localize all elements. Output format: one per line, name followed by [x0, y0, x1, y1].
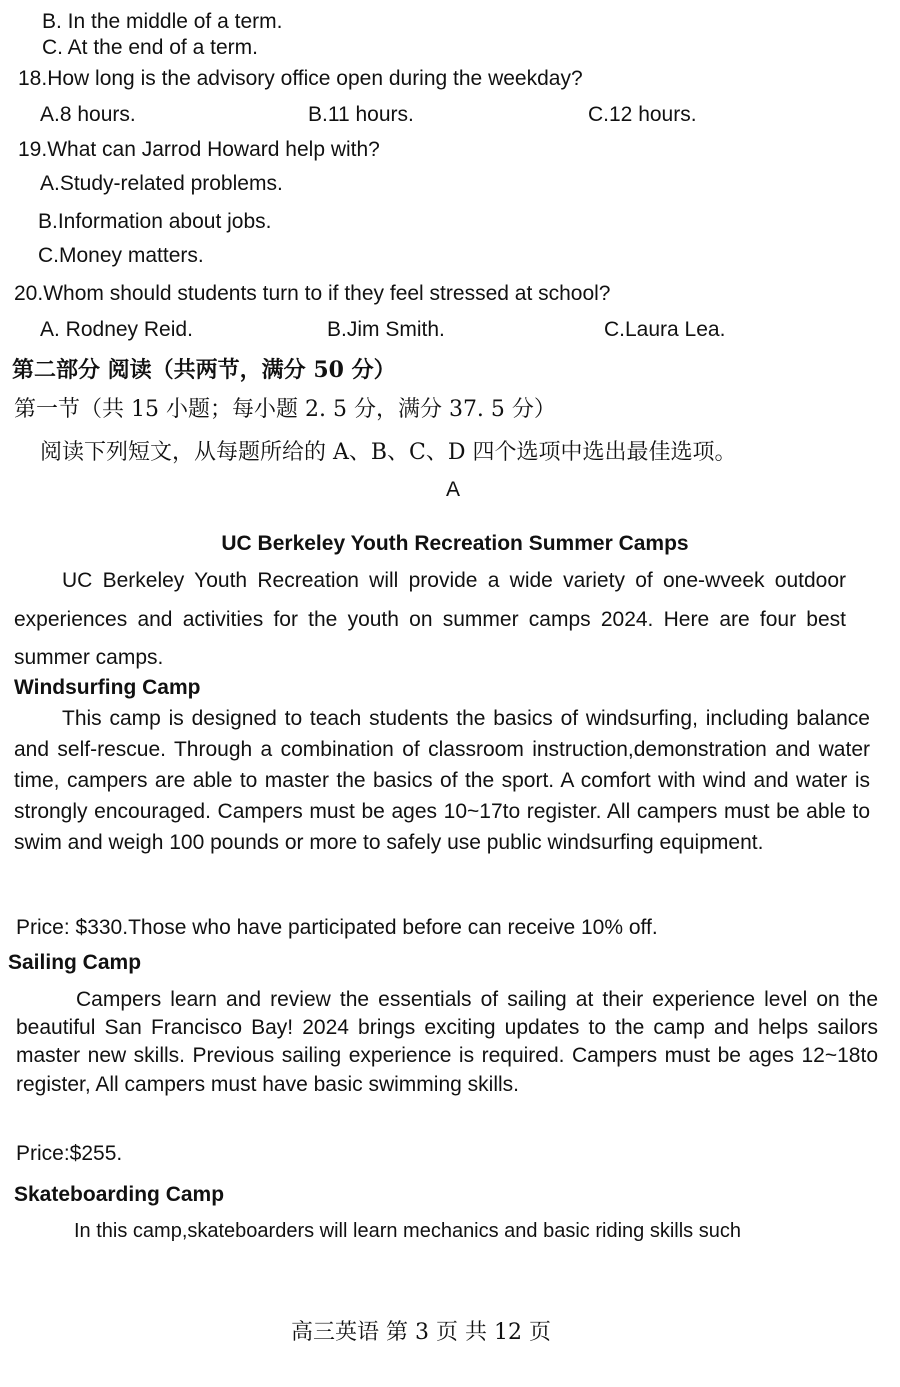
page-footer: 高三英语 第 3 页 共 12 页	[291, 1320, 551, 1345]
q17-option-c: C. At the end of a term.	[42, 36, 258, 59]
q19-option-b: B.Information about jobs.	[38, 210, 272, 233]
sailing-price: Price:$255.	[16, 1142, 123, 1165]
q20-option-a: A. Rodney Reid.	[40, 318, 193, 341]
q20-option-c: C.Laura Lea.	[604, 318, 726, 341]
sailing-heading: Sailing Camp	[8, 951, 142, 974]
passage-title: UC Berkeley Youth Recreation Summer Camps	[221, 532, 689, 555]
windsurfing-body: This camp is designed to teach students the basics of windsurfing, including balance and self-rescue. Through a combination of classroom instruction,demonstration and water time, campers are able to master the basics of the sport. A comfort with wind and water is strongly encouraged. Campers must be ages 10~17to register. All campers must be able to swim and weigh 100 pounds or more to safely use public windsurfing equipment.	[14, 707, 870, 854]
q17-option-b: B. In the middle of a term.	[42, 10, 283, 33]
section1-heading: 第一节（共 15 小题；每小题 2. 5 分，满分 37. 5 分）	[14, 397, 556, 422]
q18-stem: 18.How long is the advisory office open during the weekday?	[18, 67, 583, 90]
passage-intro: UC Berkeley Youth Recreation will provide a wide variety of one-wveek outdoor experiences and activities for the youth on summer camps 2024. Here are four best summer camps.	[14, 569, 846, 669]
passage-label: A	[446, 478, 461, 501]
reading-instruction: 阅读下列短文，从每题所给的 A、B、C、D 四个选项中选出最佳选项。	[40, 440, 737, 465]
q19-option-c: C.Money matters.	[38, 244, 204, 267]
q19-option-a: A.Study-related problems.	[40, 172, 283, 195]
q19-stem: 19.What can Jarrod Howard help with?	[18, 138, 380, 161]
q20-option-b: B.Jim Smith.	[327, 318, 445, 341]
skateboarding-body: In this camp,skateboarders will learn mechanics and basic riding skills such	[74, 1220, 741, 1242]
q18-option-c: C.12 hours.	[588, 103, 697, 126]
windsurfing-heading: Windsurfing Camp	[14, 676, 201, 699]
q20-stem: 20.Whom should students turn to if they feel stressed at school?	[14, 282, 611, 305]
skateboarding-heading: Skateboarding Camp	[14, 1183, 225, 1206]
q18-option-b: B.11 hours.	[308, 103, 414, 126]
q18-option-a: A.8 hours.	[40, 103, 136, 126]
part2-heading: 第二部分 阅读（共两节，满分 50 分）	[12, 357, 396, 383]
windsurfing-price: Price: $330.Those who have participated before can receive 10% off.	[16, 916, 658, 939]
sailing-body: Campers learn and review the essentials of sailing at their experience level on the beautiful San Francisco Bay! 2024 brings exciting updates to the camp and helps sailors master new skills. Previous sailing experience is required. Campers must be ages 12~18to register, All campers must have basic swimming skills.	[16, 988, 878, 1096]
